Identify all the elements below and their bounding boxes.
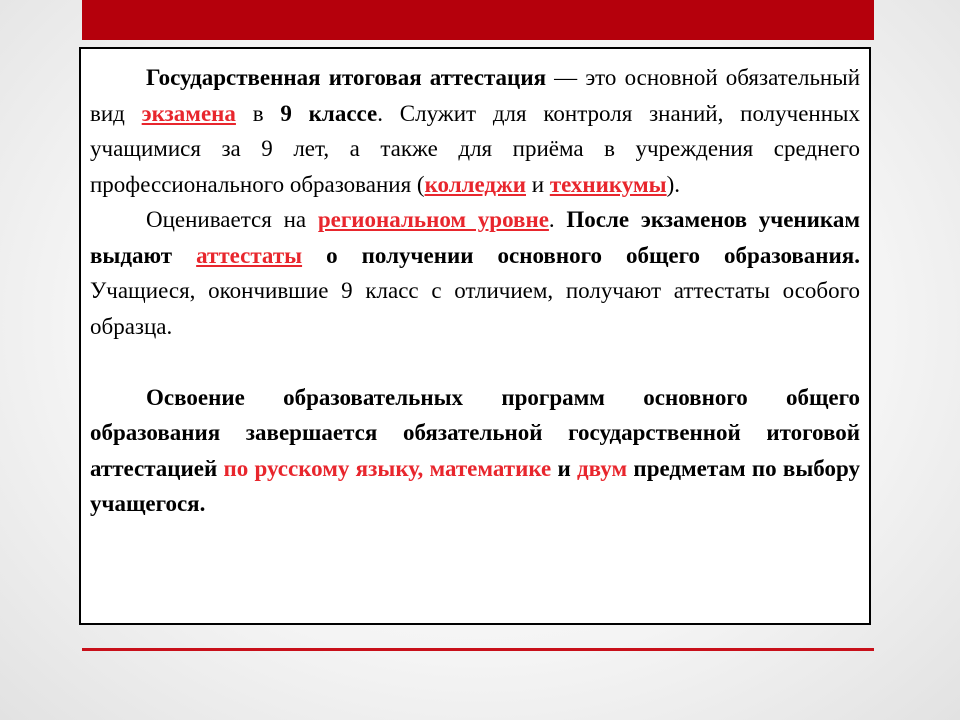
text-span: Оценивается на — [146, 207, 318, 232]
top-accent-bar — [82, 0, 874, 40]
link-exam[interactable]: экзамена — [141, 100, 236, 126]
term-gia: Государственная итоговая аттестация — [146, 65, 547, 90]
grade-9: 9 классе — [280, 100, 378, 126]
link-certificates[interactable]: аттестаты — [196, 242, 303, 268]
paragraph-subjects — [90, 380, 860, 522]
text-span: . Служит для контроля знаний, полученных учащимися за 9 лет, а также для приёма в учреждения среднего профессионального образования ( — [90, 100, 860, 197]
paragraph-definition — [90, 60, 860, 202]
subject-russian: по русскому языку, — [223, 455, 424, 481]
content-box — [79, 47, 871, 625]
text-span: ). — [666, 171, 681, 197]
link-regional-level[interactable]: региональном уровне — [317, 207, 549, 232]
link-technikums[interactable]: техникумы — [549, 171, 667, 197]
bold-text: После экзаменов ученикам выдают — [90, 207, 860, 268]
bold-text: о получении основного общего образования. — [302, 242, 860, 268]
subject-two: двум — [577, 455, 628, 481]
bold-text: Освоение образовательных программ основного общего образования завершается обязательной государственной итоговой аттестацией — [90, 384, 860, 481]
paragraph-spacer — [90, 344, 860, 380]
bold-text: предметам по выбору учащегося. — [90, 455, 860, 516]
text-span: и — [551, 455, 578, 481]
paragraph-assessment — [90, 202, 860, 344]
text-span: . — [548, 207, 567, 232]
text-span: в — [235, 100, 281, 126]
text-span: Учащиеся, окончившие 9 класс с отличием, получают аттестаты особого образца. — [90, 278, 860, 339]
text-span: — это основной обязательный вид — [90, 65, 860, 126]
bottom-accent-line — [82, 648, 874, 651]
link-colleges[interactable]: колледжи — [424, 171, 526, 197]
text-span: и — [526, 171, 550, 197]
subject-math: математике — [429, 455, 552, 481]
